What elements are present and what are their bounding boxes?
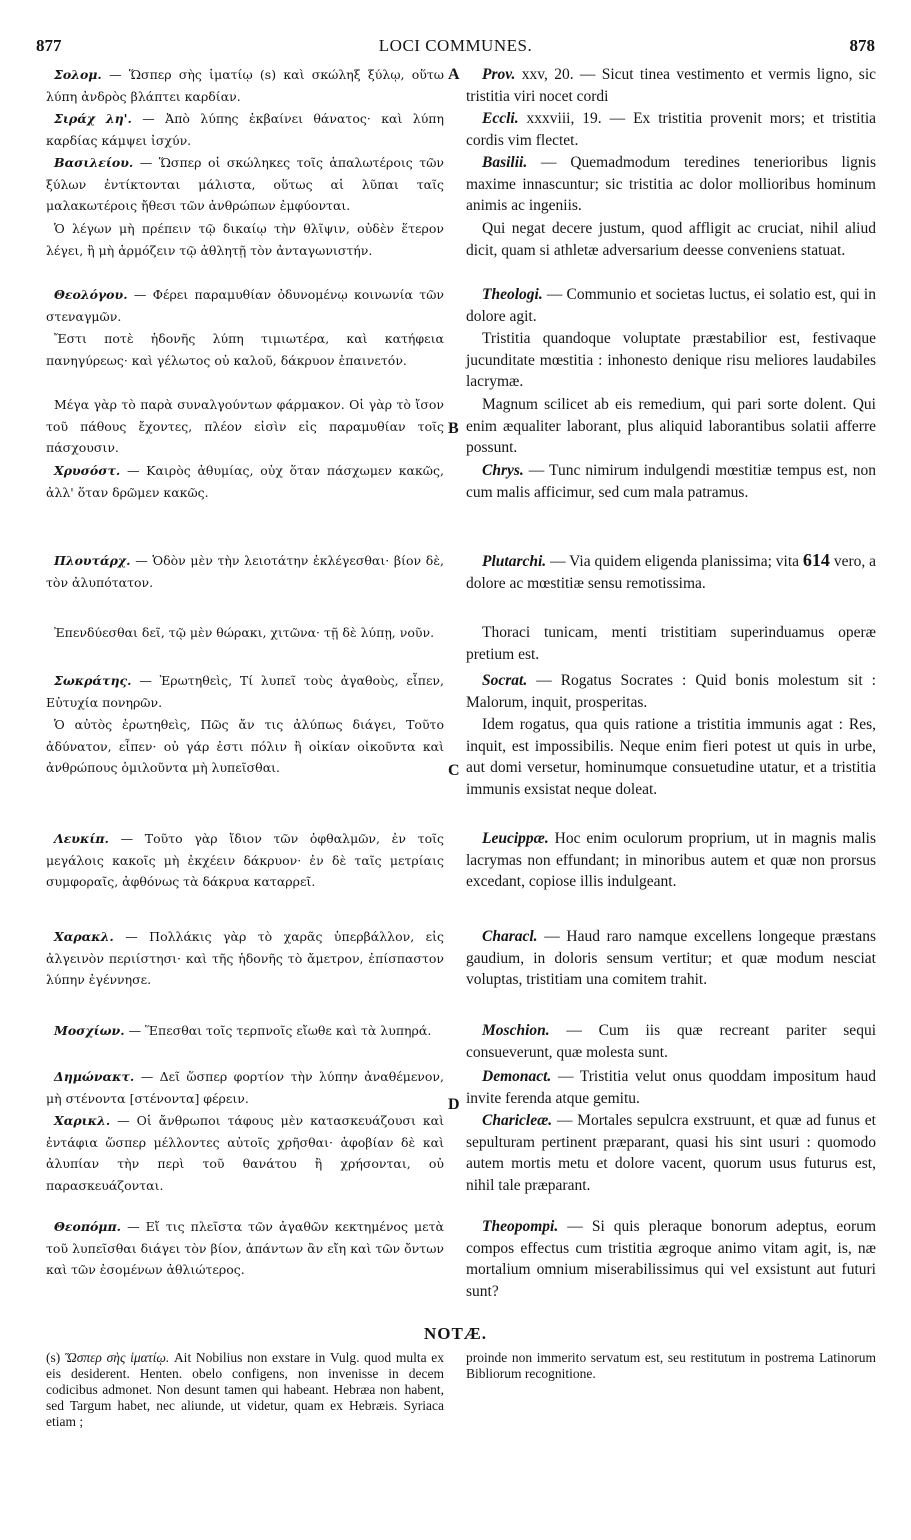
running-title: LOCI COMMUNES. bbox=[378, 36, 533, 55]
latin-entry: Characl. — Haud raro namque excellens longeque præstans gaudium, in doloris sensum vertitur; et quæ modum nesciat voluptas, tristitiam una comitem trahit. bbox=[466, 928, 877, 988]
latin-entry: Theopompi. — Si quis pleraque bonorum adeptus, eorum compos effectus cum tristitia ægroque animo vitam agit, is, næ mortalium omnium miserabilissimus qui vel exsistunt aut futuri sunt? bbox=[466, 1218, 876, 1300]
latin-entry: Magnum scilicet ab eis remedium, qui pari sorte dolent. Qui enim æqualiter laborant, plus aliquid laborantibus solatii afferre possunt. bbox=[466, 396, 876, 456]
greek-entry: Ἔστι ποτὲ ἡδονῆς λύπη τιμιωτέρα, καὶ κατήφεια πανηγύρεως· καὶ γέλωτος οὐ καλοῦ, δάκρυον ἐπαινετόν. bbox=[46, 331, 444, 368]
page-number-left: 877 bbox=[36, 36, 62, 55]
note-left-column: (s) Ὥσπερ σὴς ἱματίῳ. Ait Nobilius non exstare in Vulg. quod multa ex eis desiderent. Henten. obelo configens, non invenisse in decem codicibus admonet. Non desunt tamen qui habeant. Hebræa non habent, sed Targum habet, nec aliunde, ut videtur, quam ex Hebræis. Syriaca etiam ; bbox=[46, 1350, 445, 1429]
latin-entry: Idem rogatus, qua quis ratione a tristitia immunis agat : Res, inquit, est impossibilis. Neque enim fieri potest ut quis in urbe, aut domi versetur, hominumque consuetudine utatur, et a tristitia immunis exsistat neque doleat. bbox=[466, 716, 876, 798]
greek-entry: Σιράχ λη'. — Ἀπὸ λύπης ἐκβαίνει θάνατος· καὶ λύπη καρδίας κάμψει ἰσχύν. bbox=[46, 111, 444, 148]
margin-marker-c: C bbox=[448, 762, 460, 779]
margin-marker-b: B bbox=[448, 420, 459, 437]
latin-entry: Moschion. — Cum iis quæ recreant pariter sequi consueverunt, quæ molesta sunt. bbox=[466, 1022, 876, 1061]
margin-marker-a: A bbox=[448, 66, 460, 83]
greek-entry: Ὁ αὐτὸς ἐρωτηθεὶς, Πῶς ἄν τις ἀλύπως διάγει, Τοῦτο ἀδύνατον, εἶπεν· οὐ γάρ ἐστι πόλιν ἢ οἰκίαν οἰκοῦντα καὶ ἀνθρώπους ὁμιλοῦντα μὴ λυπεῖσθαι. bbox=[46, 717, 444, 775]
greek-entry: Χρυσόστ. — Καιρὸς ἀθυμίας, οὐχ ὅταν πάσχωμεν κακῶς, ἀλλ' ὅταν δρῶμεν κακῶς. bbox=[46, 463, 444, 500]
notes-heading: NOTÆ. bbox=[423, 1324, 488, 1343]
note-right-column: proinde non immerito servatum est, seu restitutum in postrema Latinorum Bibliorum recognitione. bbox=[466, 1350, 876, 1381]
greek-entry: Βασιλείου. — Ὥσπερ οἱ σκώληκες τοῖς ἁπαλωτέροις τῶν ξύλων ἐντίκτονται μάλιστα, οὕτως αἱ λῦπαι ταῖς μαλακωτέροις ἤθεσι τῶν ἀνθρώπων ἐμφύονται. bbox=[46, 155, 445, 213]
greek-entry: Πλουτάρχ. — Ὁδὸν μὲν τὴν λειοτάτην ἐκλέγεσθαι· βίον δὲ, τὸν ἀλυπότατον. bbox=[46, 553, 444, 590]
latin-entry: Theologi. — Communio et societas luctus, ei solatio est, qui in dolore agit. bbox=[466, 286, 876, 325]
greek-entry: Μέγα γὰρ τὸ παρὰ συναλγούντων φάρμακον. Οἱ γὰρ τὸ ἴσον τοῦ πάθους ἔχοντες, πλέον εἰσὶν εἰς παραμυθίαν τοῖς πάσχουσιν. bbox=[46, 397, 444, 455]
latin-entry: Basilii. — Quemadmodum teredines tenerioribus lignis maxime innascuntur; sic tristitia ac dolor mollioribus hominum animis ac ingeniis. bbox=[466, 154, 876, 214]
margin-marker-d: D bbox=[448, 1096, 460, 1113]
latin-entry: Tristitia quandoque voluptate præstabilior est, festivaque jucunditate mœstitia : inhonesto denique risu meliores laudabiles lacrymæ. bbox=[466, 330, 876, 390]
greek-entry: Μοσχίων. — Ἕπεσθαι τοῖς τερπνοῖς εἴωθε καὶ τὰ λυπηρά. bbox=[54, 1023, 432, 1038]
greek-entry: Λευκίπ. — Τοῦτο γὰρ ἴδιον τῶν ὀφθαλμῶν, ἐν τοῖς μεγάλοις κακοῖς μὴ ἐκχέειν δάκρυον· ἐν δὲ ταῖς μετρίαις συμφοραῖς, ἀφθόνως τὰ δάκρυα καταρρεῖ. bbox=[46, 831, 444, 889]
page-number-right: 878 bbox=[849, 36, 875, 55]
greek-entry: Σολομ. — Ὥσπερ σὴς ἱματίῳ (s) καὶ σκώληξ ξύλῳ, οὕτω λύπη ἀνδρὸς βλάπτει καρδίαν. bbox=[46, 67, 444, 104]
latin-entry: Demonact. — Tristitia velut onus quoddam impositum haud invite ferenda atque gemitu. bbox=[466, 1068, 877, 1107]
greek-entry: Θεολόγου. — Φέρει παραμυθίαν ὀδυνομένῳ κοινωνία τῶν στεναγμῶν. bbox=[46, 287, 444, 324]
running-header bbox=[36, 36, 875, 58]
latin-entry: Leucippæ. Hoc enim oculorum proprium, ut in magnis malis lacrymas non effundant; in minoribus autem et quæ non prorsus excedant, copiose illis indulgeant. bbox=[466, 830, 877, 890]
latin-entry: Charicleæ. — Mortales sepulcra exstruunt, et quæ ad funus et sepulturam pertinent præparant, quasi his sint usuri : quomodo autem mortis metu et dolore vacent, quorum usus futurus est, nihil tale præparant. bbox=[466, 1112, 876, 1194]
greek-entry: Δημώνακτ. — Δεῖ ὥσπερ φορτίον τὴν λύπην ἀναθέμενον, μὴ στένοντα [στένοντα] φέρειν. bbox=[46, 1069, 444, 1106]
greek-entry: Χαρικλ. — Οἱ ἄνθρωποι τάφους μὲν κατασκευάζουσι καὶ ἐντάφια ὥσπερ μέλλοντες αὐτοῖς χρῆσθαι· ἀφοβίαν δὲ καὶ ἀλυπίαν τὴν περὶ τοῦ θανάτου ἢ χρήσονται, οὐ παρασκευάζονται. bbox=[46, 1113, 444, 1193]
inline-page-number: 614 bbox=[802, 550, 830, 570]
latin-entry: Socrat. — Rogatus Socrates : Quid bonis molestum sit : Malorum, inquit, prosperitas. bbox=[466, 672, 876, 711]
margin-marker-column bbox=[444, 64, 466, 1324]
latin-entry: Plutarchi. — Via quidem eligenda planissima; vita 614 vero, a dolore ac mœstitiæ sensu remotissima. bbox=[466, 550, 876, 592]
greek-entry: Ὁ λέγων μὴ πρέπειν τῷ δικαίῳ τὴν θλῖψιν, οὐδὲν ἕτερον λέγει, ἢ μὴ ἁρμόζειν τῷ ἀθλητῇ τὸν ἀνταγωνιστήν. bbox=[46, 221, 444, 258]
greek-entry: Χαρακλ. — Πολλάκις γὰρ τὸ χαρᾶς ὑπερβάλλον, εἰς ἀλγεινὸν περιίστησι· καὶ τῆς ἡδονῆς τὸ ἄμετρον, ἐπίσπαστον λύπην ἐγέννησε. bbox=[46, 929, 444, 987]
latin-entry: Qui negat decere justum, quod affligit ac cruciat, nihil aliud dicit, quam si athletæ adversarium deesse conveniens statuat. bbox=[466, 220, 876, 259]
latin-entry: Eccli. xxxviii, 19. — Ex tristitia provenit mors; et tristitia cordis vim flectet. bbox=[466, 110, 877, 149]
greek-entry: Ἐπενδύεσθαι δεῖ, τῷ μὲν θώρακι, χιτῶνα· τῇ δὲ λύπῃ, νοῦν. bbox=[54, 625, 435, 640]
latin-entry: Chrys. — Tunc nimirum indulgendi mœstitiæ tempus est, non cum malis afficimur, sed cum mala patramus. bbox=[466, 462, 876, 501]
greek-entry: Σωκράτης. — Ἐρωτηθεὶς, Τί λυπεῖ τοὺς ἀγαθοὺς, εἶπεν, Εὐτυχία πονηρῶν. bbox=[46, 673, 444, 710]
latin-entry: Thoraci tunicam, menti tristitiam superinduamus operæ pretium est. bbox=[466, 624, 876, 663]
latin-entry: Prov. xxv, 20. — Sicut tinea vestimento et vermis ligno, sic tristitia viri nocet cordi bbox=[466, 66, 876, 105]
greek-entry: Θεοπόμπ. — Εἴ τις πλεῖστα τῶν ἀγαθῶν κεκτημένος μετὰ τοῦ λυπεῖσθαι διάγει τὸν βίον, ἁπάντων ἂν εἴη καὶ τῶν ὄντων καὶ τῶν ἐσομένων ἀθλιώτερος. bbox=[46, 1219, 444, 1277]
